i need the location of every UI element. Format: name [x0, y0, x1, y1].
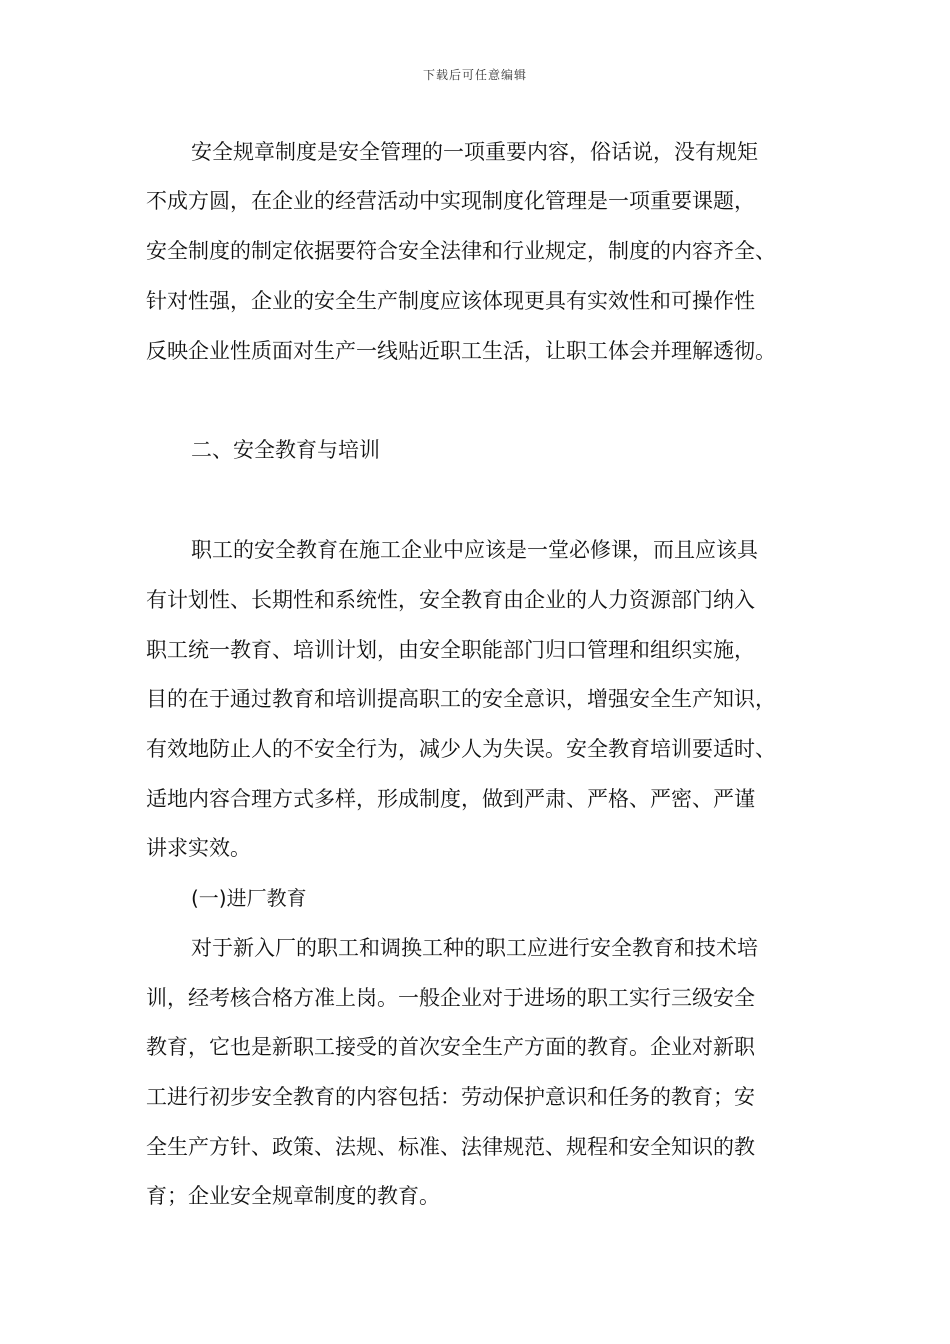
- text-line: 职工统一教育、培训计划，由安全职能部门归口管理和组织实施，: [146, 638, 755, 662]
- text-line: 适地内容合理方式多样，形成制度，做到严肃、严格、严密、严谨: [146, 787, 755, 811]
- text-line: 目的在于通过教育和培训提高职工的安全意识，增强安全生产知识，: [146, 687, 776, 711]
- text-line: 安全制度的制定依据要符合安全法律和行业规定，制度的内容齐全、: [146, 239, 776, 263]
- text-line: 有效地防止人的不安全行为，减少人为失误。安全教育培训要适时、: [146, 737, 776, 761]
- subsection-heading: (一)进厂教育: [191, 886, 307, 910]
- text-line: 不成方圆，在企业的经营活动中实现制度化管理是一项重要课题，: [146, 189, 755, 213]
- text-line: 职工的安全教育在施工企业中应该是一堂必修课，而且应该具: [191, 538, 758, 562]
- text-line: 有计划性、长期性和系统性，安全教育由企业的人力资源部门纳入: [146, 588, 755, 612]
- text-line: 讲求实效。: [146, 836, 251, 860]
- page-header: 下载后可任意编辑: [422, 68, 527, 82]
- text-line: 反映企业性质面对生产一线贴近职工生活，让职工体会并理解透彻。: [146, 339, 776, 363]
- section-heading: 二、安全教育与培训: [191, 438, 380, 462]
- text-line: 工进行初步安全教育的内容包括：劳动保护意识和任务的教育；安: [146, 1085, 755, 1109]
- text-line: 安全规章制度是安全管理的一项重要内容，俗话说，没有规矩: [191, 140, 758, 164]
- text-line: 对于新入厂的职工和调换工种的职工应进行安全教育和技术培: [191, 936, 758, 960]
- text-line: 全生产方针、政策、法规、标准、法律规范、规程和安全知识的教: [146, 1135, 755, 1159]
- text-line: 育；企业安全规章制度的教育。: [146, 1184, 440, 1208]
- text-line: 教育，它也是新职工接受的首次安全生产方面的教育。企业对新职: [146, 1035, 755, 1059]
- text-line: 训，经考核合格方准上岗。一般企业对于进场的职工实行三级安全: [146, 986, 755, 1010]
- text-line: 针对性强，企业的安全生产制度应该体现更具有实效性和可操作性: [146, 289, 755, 313]
